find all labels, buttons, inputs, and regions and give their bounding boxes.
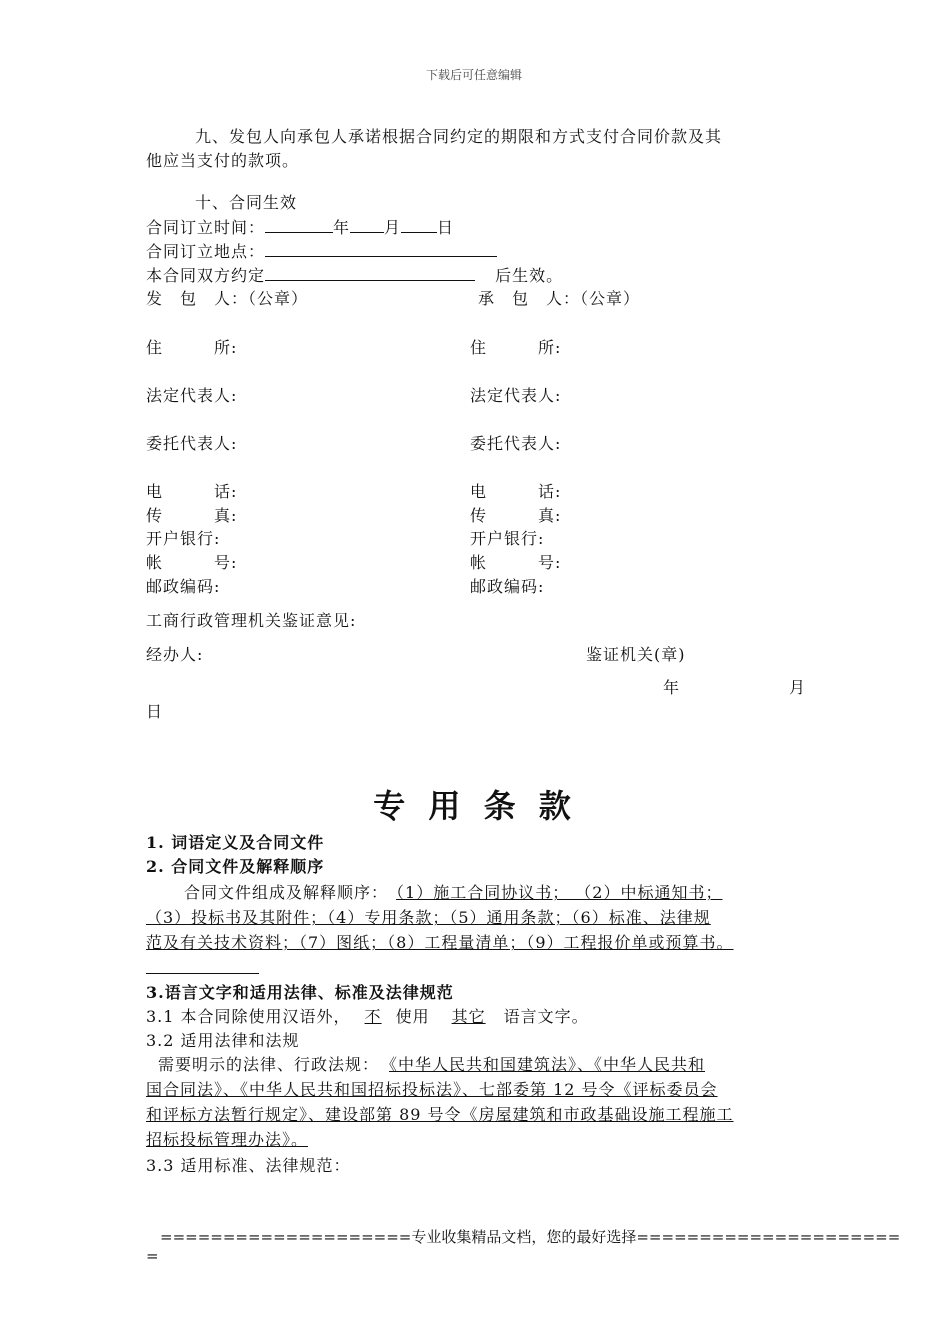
- laws-line-2: 国合同法》、《中华人民共和国招标投标法》、七部委第 12 号令《评标委员会: [146, 1080, 718, 1099]
- auth-day: 日: [146, 702, 164, 721]
- laws-line-3: 和评标方法暂行规定》、建设部第 89 号令《房屋建筑和市政基础设施工程施工: [146, 1105, 734, 1124]
- order-row-1: [184, 884, 722, 902]
- auth-month: 月: [789, 678, 807, 697]
- order-line-2: （3）投标书及其附件；（4）专用条款；（5）通用条款；（6）标准、法律规: [146, 908, 711, 927]
- s31-c: 使用: [395, 1007, 430, 1026]
- effect-suffix: 后生效。: [495, 266, 564, 285]
- auth-handler: 经办人:: [146, 645, 204, 664]
- s31-d: 其它: [451, 1007, 486, 1026]
- sign-time-row: [146, 218, 454, 237]
- contractor-bank: 开户银行:: [470, 529, 545, 548]
- month-blank: [350, 218, 384, 233]
- laws-row-1: [158, 1056, 705, 1074]
- order-prefix: 合同文件组成及解释顺序：: [184, 883, 389, 902]
- employer-label: 发 包 人：（公章）: [146, 289, 309, 308]
- auth-year: 年: [663, 678, 681, 697]
- effect-prefix: 本合同双方约定: [146, 266, 266, 285]
- section-3-3: 3.3 适用标准、法律规范：: [146, 1156, 351, 1175]
- contractor-legal-rep: 法定代表人:: [470, 386, 562, 405]
- sign-place-label: 合同订立地点：: [146, 242, 266, 261]
- contractor-label: 承 包 人：（公章）: [478, 289, 641, 308]
- s31-e: 语言文字。: [503, 1007, 589, 1026]
- employer-legal-rep: 法定代表人:: [146, 386, 238, 405]
- contractor-account: 帐 号:: [470, 553, 562, 572]
- employer-agent: 委托代表人:: [146, 434, 238, 453]
- laws-prefix: 需要明示的法律、行政法规：: [158, 1055, 380, 1074]
- header-note: 下载后可任意编辑: [426, 68, 523, 82]
- employer-address: 住 所:: [146, 338, 238, 357]
- item-9-line-1: 九、发包人向承包人承诺根据合同约定的期限和方式支付合同价款及其: [195, 127, 723, 146]
- employer-fax: 传 真:: [146, 506, 238, 525]
- special-title: 专 用 条 款: [373, 787, 577, 825]
- section-3: 3.语言文字和适用法律、标准及法律规范: [146, 983, 454, 1002]
- employer-phone: 电 话:: [146, 482, 238, 501]
- item-9-line-2: 他应当支付的款项。: [146, 151, 300, 170]
- contractor-postcode: 邮政编码:: [470, 577, 545, 596]
- order-line-1: （1）施工合同协议书； （2）中标通知书；: [396, 883, 723, 902]
- laws-line-1: 《中华人民共和国建筑法》、《中华人民共和: [389, 1055, 706, 1074]
- laws-line-4: 招标投标管理办法》。: [146, 1130, 309, 1149]
- effect-blank: [265, 266, 475, 281]
- sign-place-row: [146, 242, 497, 261]
- year-blank: [265, 218, 333, 233]
- footer-line-1: ====================专业收集精品文档，您的最好选择=====================: [160, 1228, 901, 1246]
- contractor-address: 住 所:: [470, 338, 562, 357]
- section-2: 2. 合同文件及解释顺序: [146, 857, 325, 876]
- sign-time-label: 合同订立时间：: [146, 218, 266, 237]
- employer-bank: 开户银行:: [146, 529, 221, 548]
- item-10: 十、合同生效: [195, 193, 298, 212]
- employer-account: 帐 号:: [146, 553, 238, 572]
- effect-row: [146, 266, 563, 285]
- order-line-3: 范及有关技术资料；（7）图纸；（8）工程量清单；（9）工程报价单或预算书。: [146, 933, 734, 952]
- separator-line: [146, 973, 259, 974]
- s31-a: 3.1 本合同除使用汉语外，: [146, 1007, 351, 1026]
- year-label: 年: [333, 218, 351, 237]
- contractor-agent: 委托代表人:: [470, 434, 562, 453]
- place-blank: [265, 242, 497, 257]
- contractor-fax: 传 真:: [470, 506, 562, 525]
- day-blank: [401, 218, 437, 233]
- month-label: 月: [384, 218, 402, 237]
- section-1: 1. 词语定义及合同文件: [146, 833, 325, 852]
- contractor-phone: 电 话:: [470, 482, 562, 501]
- auth-authority: 鉴证机关(章): [586, 645, 686, 664]
- employer-postcode: 邮政编码:: [146, 577, 221, 596]
- section-3-1-row: [146, 1008, 589, 1026]
- section-3-2: 3.2 适用法律和法规: [146, 1031, 300, 1050]
- footer-line-2: =: [146, 1247, 159, 1265]
- day-label: 日: [437, 218, 455, 237]
- s31-b: 不: [364, 1007, 382, 1026]
- auth-opinion: 工商行政管理机关鉴证意见:: [146, 611, 357, 630]
